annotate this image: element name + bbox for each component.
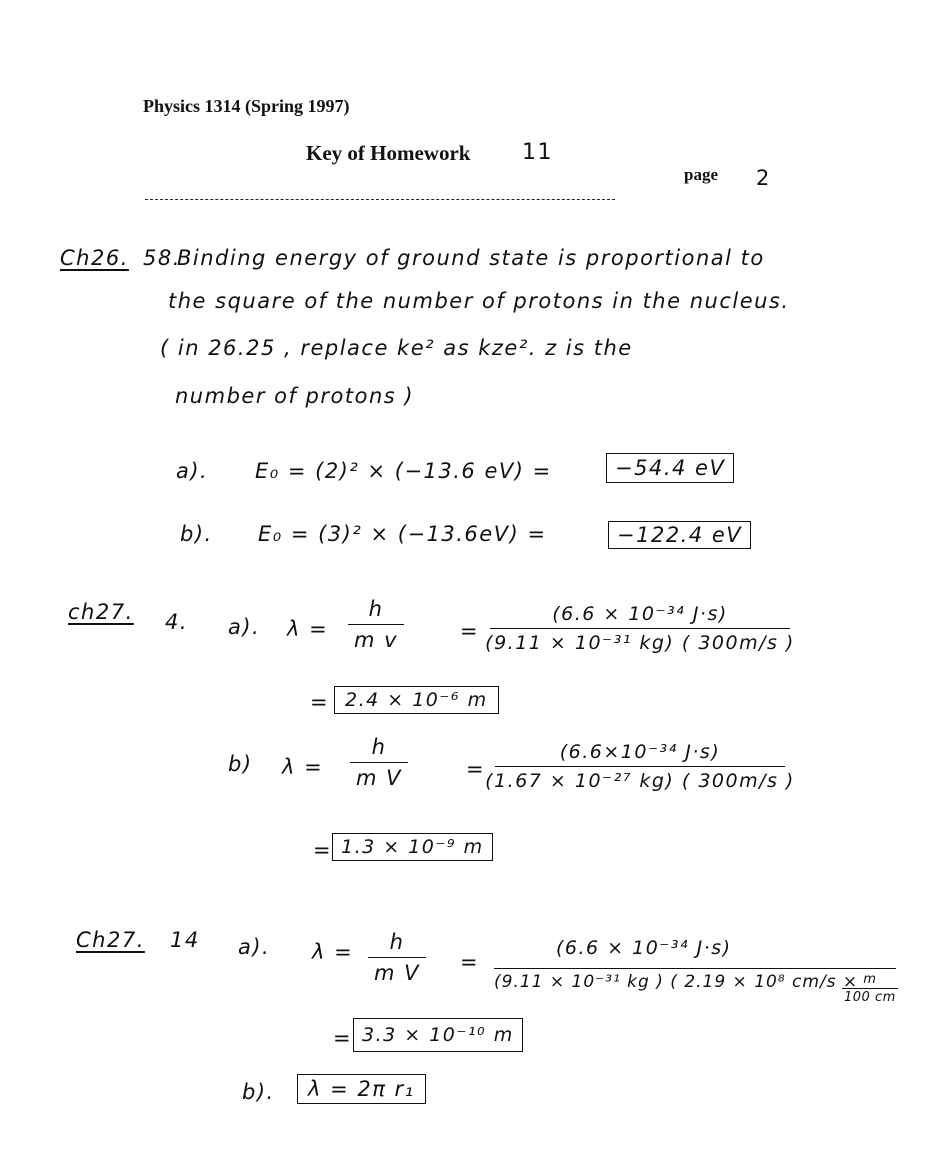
ch26-label: Ch26.	[60, 246, 129, 270]
ch26-part-b-label: b).	[180, 522, 213, 546]
page-label: page	[684, 165, 718, 184]
ch27-14-label: Ch27.	[76, 928, 145, 952]
ch27-4-part-b-result-equals: =	[313, 838, 333, 862]
ch26-text-line2: the square of the number of protons in the nucleus.	[168, 289, 790, 313]
fraction-denominator: 100 cm	[844, 990, 896, 1005]
ch26-part-b-expression: E₀ = (3)² × (−13.6eV) =	[258, 522, 547, 546]
fraction-numerator: h	[371, 735, 387, 759]
fraction-numerator: h	[389, 930, 405, 954]
ch26-problem-number: 58.	[143, 246, 181, 270]
fraction-numerator: m	[863, 972, 877, 987]
fraction-denominator: (1.67 × 10⁻²⁷ kg) ( 300m/s )	[485, 770, 795, 792]
course-title: Physics 1314 (Spring 1997)	[143, 96, 350, 116]
header-divider	[145, 199, 615, 200]
ch27-14-part-a-lambda: λ =	[312, 940, 354, 964]
ch27-4-part-b-value-fraction	[485, 741, 795, 792]
ch27-4-problem-number: 4.	[165, 610, 189, 634]
ch26-part-a-expression: E₀ = (2)² × (−13.6 eV) =	[255, 459, 552, 483]
ch27-14-part-a-value-denominator: (9.11 × 10⁻³¹ kg ) ( 2.19 × 10⁸ cm/s ×	[494, 972, 859, 992]
ch26-part-a-label: a).	[176, 459, 209, 483]
ch27-14-part-b-label: b).	[242, 1080, 275, 1104]
ch27-4-part-a-equals: =	[460, 619, 480, 643]
ch27-4-part-b-lambda: λ =	[282, 755, 324, 779]
ch27-4-label: ch27.	[68, 600, 134, 624]
ch27-4-part-a-label: a).	[228, 615, 261, 639]
ch27-14-part-a-value-bar	[494, 968, 896, 969]
ch27-4-part-a-result-equals: =	[310, 690, 330, 714]
ch26-text-line4: number of protons )	[175, 384, 415, 408]
homework-number: 11	[522, 140, 553, 165]
ch27-14-part-a-answer: 3.3 × 10⁻¹⁰ m	[353, 1018, 523, 1052]
fraction-denominator: m V	[374, 961, 420, 985]
ch26-part-b-answer: −122.4 eV	[608, 521, 751, 549]
fraction-denominator: (9.11 × 10⁻³¹ kg) ( 300m/s )	[485, 632, 795, 654]
ch27-14-part-a-conversion-fraction	[842, 972, 898, 1005]
ch27-14-part-a-label: a).	[238, 935, 271, 959]
fraction-denominator: m V	[356, 766, 402, 790]
ch26-text-line1: Binding energy of ground state is proportional to	[177, 246, 765, 270]
ch27-4-part-b-answer: 1.3 × 10⁻⁹ m	[332, 833, 493, 861]
ch27-14-part-a-value-numerator: (6.6 × 10⁻³⁴ J·s)	[556, 937, 732, 959]
ch27-4-part-b-fraction	[350, 735, 408, 790]
ch26-text-line3: ( in 26.25 , replace ke² as kze². z is the	[160, 336, 633, 360]
fraction-numerator: (6.6 × 10⁻³⁴ J·s)	[552, 603, 728, 625]
page-number: 2	[756, 166, 771, 190]
ch26-part-a-answer: −54.4 eV	[606, 453, 734, 483]
ch27-14-part-a-equals: =	[460, 950, 480, 974]
ch27-4-part-a-fraction	[348, 597, 404, 652]
ch27-4-part-a-answer: 2.4 × 10⁻⁶ m	[334, 686, 499, 714]
ch27-4-part-a-value-fraction	[485, 603, 795, 654]
ch27-4-part-b-equals: =	[466, 757, 486, 781]
ch27-14-part-a-fraction	[368, 930, 426, 985]
fraction-numerator: h	[368, 597, 384, 621]
fraction-numerator: (6.6×10⁻³⁴ J·s)	[559, 741, 721, 763]
fraction-denominator: m v	[354, 628, 399, 652]
document-title: Key of Homework	[306, 141, 471, 165]
ch27-14-part-a-result-equals: =	[333, 1026, 353, 1050]
ch27-14-problem-number: 14	[170, 928, 200, 952]
ch27-4-part-a-lambda: λ =	[287, 617, 329, 641]
ch27-4-part-b-label: b)	[228, 752, 253, 776]
ch27-14-part-b-answer: λ = 2π r₁	[297, 1074, 426, 1104]
